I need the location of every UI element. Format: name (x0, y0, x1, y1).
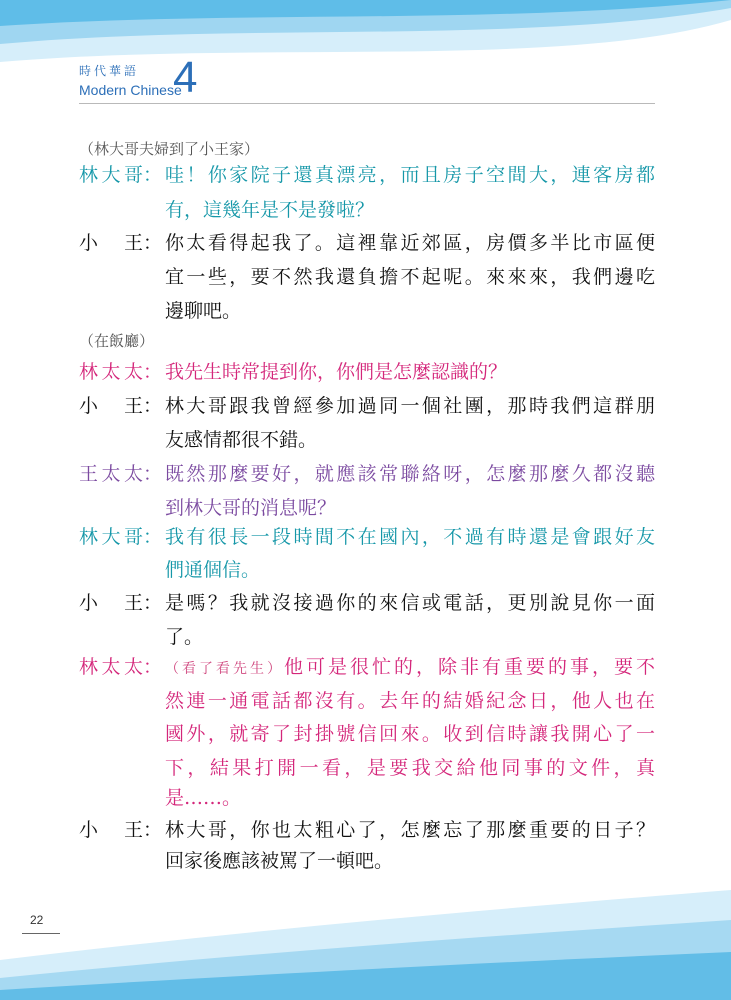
dialogue-line-cont (79, 262, 669, 292)
dialogue-line: 小 王 ： 林大哥，你也太粗心了，怎麼忘了那麼重要的日子？ (79, 815, 669, 845)
header-divider (79, 103, 655, 104)
dialogue-line: 小 王 ： 你太看得起我了。這裡靠近郊區，房價多半比市區便 (79, 228, 669, 258)
dialogue-line: 小 王 ： 林大哥跟我曾經參加過同一個社團，那時我們這群朋 (79, 391, 669, 421)
dialogue-text: 你太看得起我了。這裡靠近郊區，房價多半比市區便 (165, 232, 655, 254)
dialogue-text: 國外，就寄了封掛號信回來。收到信時讓我開心了一 (165, 723, 655, 745)
dialogue-text: 回家後應該被罵了一頓吧。 (165, 850, 394, 872)
speaker-name: 林 大 哥 (79, 164, 143, 186)
dialogue-line: 林 太 太 ： 我先生時常提到你，你們是怎麼認識的？ (79, 357, 669, 387)
dialogue-line: 小 王 ： 是嗎？我就沒接過你的來信或電話，更別說見你一面 (79, 588, 669, 618)
footer-divider (22, 933, 60, 934)
dialogue-text: 哇！你家院子還真漂亮，而且房子空間大，連客房都 (165, 164, 655, 186)
dialogue-line-cont (79, 622, 669, 652)
series-title-chinese: 時代華語 (79, 64, 140, 78)
stage-direction: （林大哥夫婦到了小王家） (79, 140, 260, 158)
dialogue-text: 然連一通電話都沒有。去年的結婚紀念日，他人也在 (165, 690, 655, 712)
dialogue-text: 是……。 (165, 787, 242, 809)
dialogue-text: 既然那麼要好，就應該常聯絡呀，怎麼那麼久都沒聽 (165, 463, 655, 485)
dialogue-line-cont (79, 686, 669, 716)
speaker-name: 小 王 (79, 232, 143, 254)
dialogue-text: 我有很長一段時間不在國內，不過有時還是會跟好友 (165, 526, 655, 548)
dialogue-text: 了。 (165, 626, 204, 648)
speaker-name: 王 太 太 (79, 463, 143, 485)
inline-stage-direction: （看了看先生） (165, 661, 284, 677)
speaker-name: 林 太 太 (79, 361, 143, 383)
dialogue-text: 我先生時常提到你，你們是怎麼認識的？ (165, 361, 508, 383)
dialogue-line-cont (79, 719, 669, 749)
dialogue-line: 林 大 哥 ： 哇！你家院子還真漂亮，而且房子空間大，連客房都 (79, 160, 669, 190)
dialogue-text: 友感情都很不錯。 (165, 429, 318, 451)
bottom-wave-decoration (0, 890, 731, 1000)
series-title-english: Modern Chinese (79, 82, 182, 98)
dialogue-text: 有，這幾年是不是發啦？ (165, 199, 375, 221)
dialogue-text: （看了看先生）他可是很忙的，除非有重要的事，要不 (165, 656, 655, 678)
dialogue-text: 們通個信。 (165, 559, 261, 581)
dialogue-text: 林大哥跟我曾經參加過同一個社團，那時我們這群朋 (165, 395, 655, 417)
dialogue-line-cont (79, 846, 669, 876)
dialogue-text: 下，結果打開一看，是要我交給他同事的文件，真 (165, 757, 655, 779)
volume-number: 4 (173, 53, 198, 102)
speaker-name: 林 大 哥 (79, 526, 143, 548)
dialogue-line: 林 大 哥 ： 我有很長一段時間不在國內，不過有時還是會跟好友 (79, 522, 669, 552)
dialogue-text: 邊聊吧。 (165, 300, 242, 322)
dialogue-text: 林大哥，你也太粗心了，怎麼忘了那麼重要的日子？ (165, 819, 655, 841)
speaker-name: 小 王 (79, 819, 143, 841)
dialogue-line: 王 太 太 ： 既然那麼要好，就應該常聯絡呀，怎麼那麼久都沒聽 (79, 459, 669, 489)
dialogue-text: 是嗎？我就沒接過你的來信或電話，更別說見你一面 (165, 592, 655, 614)
dialogue-line-cont (79, 753, 669, 783)
dialogue-text: 到林大哥的消息呢？ (165, 497, 337, 519)
dialogue-line-cont (79, 195, 669, 225)
dialogue-line-cont (79, 783, 669, 813)
speaker-name: 小 王 (79, 592, 143, 614)
dialogue-line-cont (79, 493, 669, 523)
dialogue-line: 林 太 太 ： （看了看先生）他可是很忙的，除非有重要的事，要不 (79, 652, 669, 682)
dialogue-line-cont (79, 425, 669, 455)
speaker-name: 小 王 (79, 395, 143, 417)
speaker-name: 林 太 太 (79, 656, 143, 678)
page-number: 22 (30, 913, 44, 927)
stage-direction: （在飯廳） (79, 332, 155, 350)
dialogue-line-cont (79, 555, 669, 585)
dialogue-text: 宜一些，要不然我還負擔不起呢。來來來，我們邊吃 (165, 266, 655, 288)
dialogue-line-cont (79, 296, 669, 326)
